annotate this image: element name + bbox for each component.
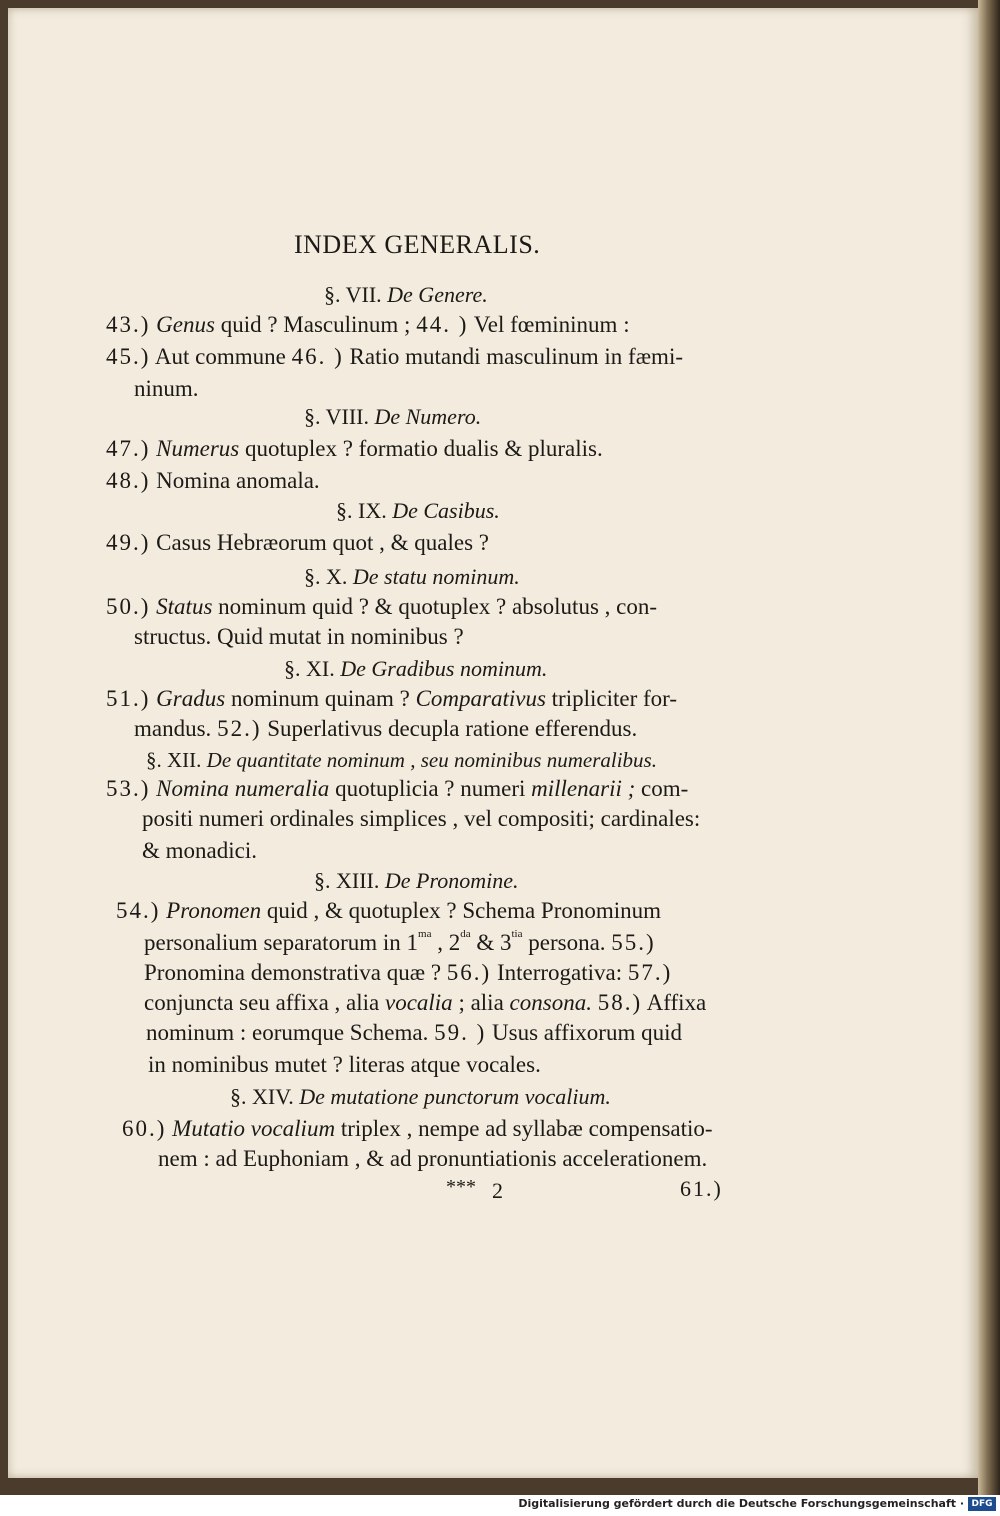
entry-text: nominum quinam ? (230, 686, 410, 711)
entry-text: mandus. (134, 716, 212, 741)
entry-text: quotuplicia ? numeri (335, 776, 526, 801)
entry-text: nominum : eorumque Schema. (146, 1020, 429, 1045)
entry-text: triplex , nempe ad syllabæ compensatio- (340, 1116, 713, 1141)
section-number: §. XIII. (314, 868, 380, 893)
entry-text: quid ? Masculinum ; (220, 312, 411, 337)
entry-number: 45.) (106, 344, 151, 369)
entry-number: 52.) (217, 716, 262, 741)
index-line (134, 716, 637, 742)
entry-text: Interrogativa: (496, 960, 623, 985)
entry-text: nem : ad Euphoniam , & ad pronuntiationis accelerationem. (158, 1146, 708, 1171)
entry-term: Numerus (156, 436, 240, 461)
section-heading-10 (304, 564, 520, 590)
index-line (144, 930, 656, 956)
entry-text: quotuplex ? formatio dualis & pluralis. (244, 436, 603, 461)
entry-number: 50.) (106, 594, 151, 619)
index-line (148, 1052, 541, 1078)
entry-text: positi numeri ordinales simplices , vel compositi; cardinales: (142, 806, 701, 831)
entry-term: consona. (509, 990, 592, 1015)
entry-number: 51.) (106, 686, 151, 711)
footer-bar (0, 1495, 1000, 1516)
superscript: tia (511, 928, 523, 940)
entry-text: personalium separatorum in 1 (144, 930, 419, 955)
book-edge (978, 0, 1000, 1495)
entry-text: Usus affixorum quid (492, 1020, 682, 1045)
entry-number: 49.) (106, 530, 151, 555)
entry-term: Comparativus (415, 686, 546, 711)
index-line (106, 530, 489, 556)
entry-text: Casus Hebræorum quot , & quales ? (156, 530, 489, 555)
section-heading-8 (304, 404, 481, 430)
index-line (142, 838, 257, 864)
entry-text: Ratio mutandi masculinum in fæmi- (349, 344, 683, 369)
section-heading-13 (314, 868, 518, 894)
entry-text: Superlativus decupla ratione efferendus. (267, 716, 638, 741)
entry-text: & 3 (476, 930, 512, 955)
catchword: 61.) (680, 1176, 723, 1201)
entry-number: 54.) (116, 898, 161, 923)
section-number: §. VII. (324, 282, 382, 307)
index-line (106, 686, 677, 712)
entry-number: 57.) (627, 960, 673, 985)
section-number: §. X. (304, 564, 348, 589)
section-name: De Pronomine. (384, 868, 519, 893)
index-line (122, 1116, 713, 1142)
entry-text: Affixa (646, 990, 707, 1015)
entry-number: 48.) (106, 468, 151, 493)
index-line (106, 776, 688, 802)
book-page (8, 8, 978, 1478)
signature-mark: 2 (492, 1178, 503, 1203)
index-line (134, 624, 464, 650)
entry-text: in nominibus mutet ? literas atque vocales. (148, 1052, 541, 1077)
index-line (106, 594, 657, 620)
superscript: ma (418, 928, 432, 940)
index-line (134, 376, 199, 402)
entry-number: 53.) (106, 776, 151, 801)
section-heading-11 (284, 656, 547, 682)
section-number: §. XI. (284, 656, 335, 681)
entry-number: 47.) (106, 436, 151, 461)
section-number: §. XII. (146, 748, 202, 772)
section-name: De mutatione punctorum vocalium. (299, 1084, 611, 1109)
entry-number: 46. ) (291, 344, 344, 369)
entry-term: Gradus (156, 686, 226, 711)
superscript: da (460, 928, 471, 940)
entry-text: ; alia (458, 990, 504, 1015)
index-line (106, 312, 630, 338)
section-heading-7 (324, 282, 488, 308)
dfg-logo: DFG (968, 1497, 996, 1511)
page-title: INDEX GENERALIS. (294, 230, 541, 259)
entry-number: 59. ) (434, 1020, 487, 1045)
entry-text: persona. (528, 930, 606, 955)
section-heading-14 (230, 1084, 611, 1110)
entry-text: Vel fœmininum : (473, 312, 630, 337)
entry-text: & monadici. (142, 838, 257, 863)
section-heading-9 (336, 498, 500, 524)
entry-text: ninum. (134, 376, 199, 401)
index-line (142, 806, 700, 832)
section-name: De quantitate nominum , seu nominibus numeralibus. (206, 748, 657, 772)
entry-term: Pronomen (166, 898, 262, 923)
section-name: De Gradibus nominum. (340, 656, 548, 681)
section-name: De statu nominum. (352, 564, 520, 589)
index-line (146, 1020, 682, 1046)
entry-number: 43.) (106, 312, 151, 337)
page-content (8, 8, 978, 1478)
entry-number: 55.) (611, 930, 656, 955)
entry-text: Aut commune (154, 344, 286, 369)
entry-number: 56.) (446, 960, 492, 985)
entry-text: Pronomina demonstrativa quæ ? (144, 960, 442, 985)
entry-term: Genus (156, 312, 215, 337)
section-name: De Casibus. (392, 498, 500, 523)
entry-number: 60.) (122, 1116, 167, 1141)
section-name: De Genere. (387, 282, 488, 307)
entry-term: millenarii ; (531, 776, 636, 801)
index-line (116, 898, 661, 924)
signature-stars: *** (446, 1176, 476, 1198)
entry-term: Nomina numeralia (156, 776, 330, 801)
entry-text: com- (641, 776, 689, 801)
entry-term: Mutatio vocalium (172, 1116, 336, 1141)
section-number: §. VIII. (304, 404, 369, 429)
entry-text: conjuncta seu affixa , alia (144, 990, 380, 1015)
section-number: §. IX. (336, 498, 387, 523)
section-name: De Numero. (374, 404, 482, 429)
entry-term: Status (156, 594, 213, 619)
index-line (144, 960, 672, 986)
entry-text: quid , & quotuplex ? Schema Pronominum (266, 898, 662, 923)
index-line (106, 468, 320, 494)
entry-number: 58.) (597, 990, 643, 1015)
index-line (106, 344, 683, 370)
digitization-credit: Digitalisierung gefördert durch die Deutsche Forschungsgemeinschaft · (518, 1497, 964, 1510)
entry-term: vocalia (384, 990, 453, 1015)
entry-text: Nomina anomala. (156, 468, 320, 493)
index-line (144, 990, 706, 1016)
entry-text: structus. Quid mutat in nominibus ? (134, 624, 464, 649)
section-heading-12 (146, 748, 657, 773)
index-line (158, 1146, 707, 1172)
section-number: §. XIV. (230, 1084, 294, 1109)
entry-text: tripliciter for- (551, 686, 677, 711)
index-line (106, 436, 603, 462)
entry-number: 44. ) (416, 312, 469, 337)
entry-text: , 2 (437, 930, 461, 955)
entry-text: nominum quid ? & quotuplex ? absolutus , con- (218, 594, 658, 619)
